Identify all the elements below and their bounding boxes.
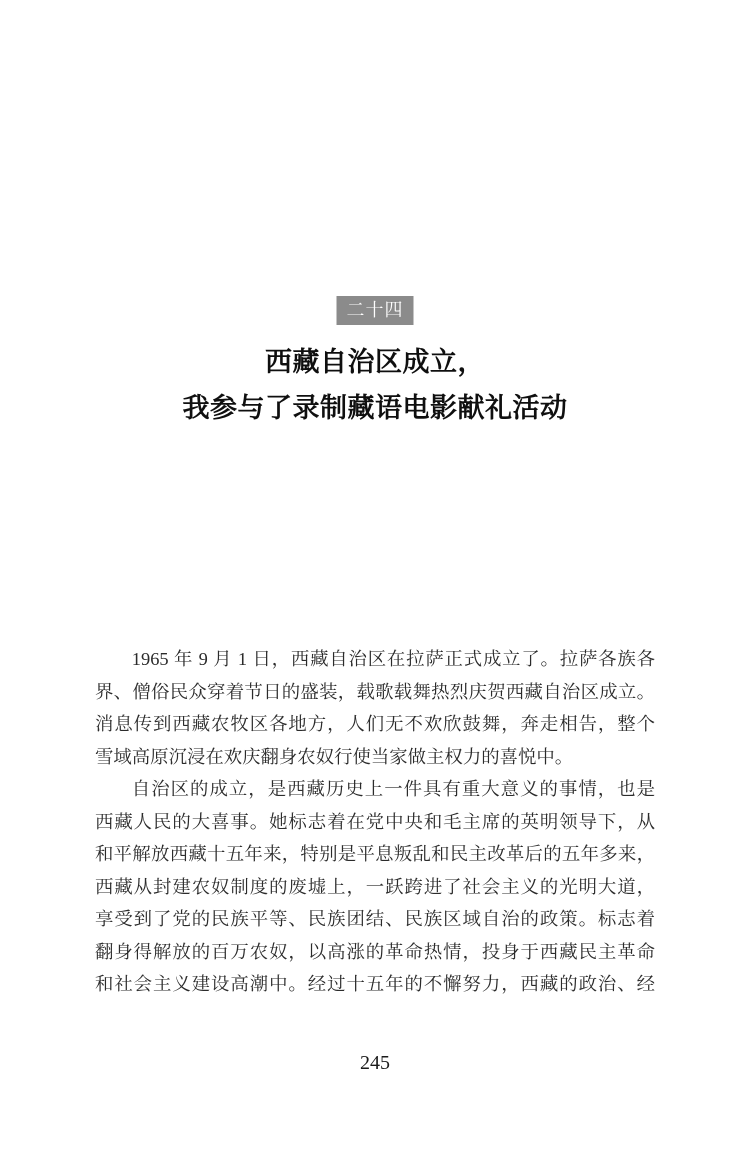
body-line: 西藏人民的大喜事。她标志着在党中央和毛主席的英明领导下，从 xyxy=(95,811,655,832)
body-line: 西藏从封建农奴制度的废墟上，一跃跨进了社会主义的光明大道， xyxy=(95,876,655,897)
body-line: 界、僧俗民众穿着节日的盛装，载歌载舞热烈庆贺西藏自治区成立。 xyxy=(95,681,655,702)
body-line: 自治区的成立，是西藏历史上一件具有重大意义的事情，也是 xyxy=(131,779,655,799)
body-line: 翻身得解放的百万农奴，以高涨的革命热情，投身于西藏民主革命 xyxy=(95,941,655,962)
chapter-number-label: 二十四 xyxy=(346,300,404,320)
body-line: 和社会主义建设高潮中。经过十五年的不懈努力，西藏的政治、经 xyxy=(95,974,655,994)
chapter-title-line-1: 西藏自治区成立， xyxy=(265,347,485,377)
body-line: 1965 年 9 月 1 日，西藏自治区在拉萨正式成立了。拉萨各族各 xyxy=(131,649,655,669)
body-line: 消息传到西藏农牧区各地方，人们无不欢欣鼓舞，奔走相告，整个 xyxy=(95,714,655,734)
chapter-number-badge xyxy=(337,296,414,325)
paragraph-2 xyxy=(95,773,655,1001)
chapter-title-line-2: 我参与了录制藏语电影献礼活动 xyxy=(182,393,568,423)
body-line: 享受到了党的民族平等、民族团结、民族区域自治的政策。标志着 xyxy=(95,909,655,929)
page-number: 245 xyxy=(360,1052,390,1074)
body-line: 雪域高原沉浸在欢庆翻身农奴行使当家做主权力的喜悦中。 xyxy=(95,746,574,767)
body-line: 和平解放西藏十五年来，特别是平息叛乱和民主改革后的五年多来， xyxy=(95,844,655,864)
chapter-title xyxy=(0,339,750,431)
body-text xyxy=(95,643,655,1001)
paragraph-1 xyxy=(95,643,655,773)
